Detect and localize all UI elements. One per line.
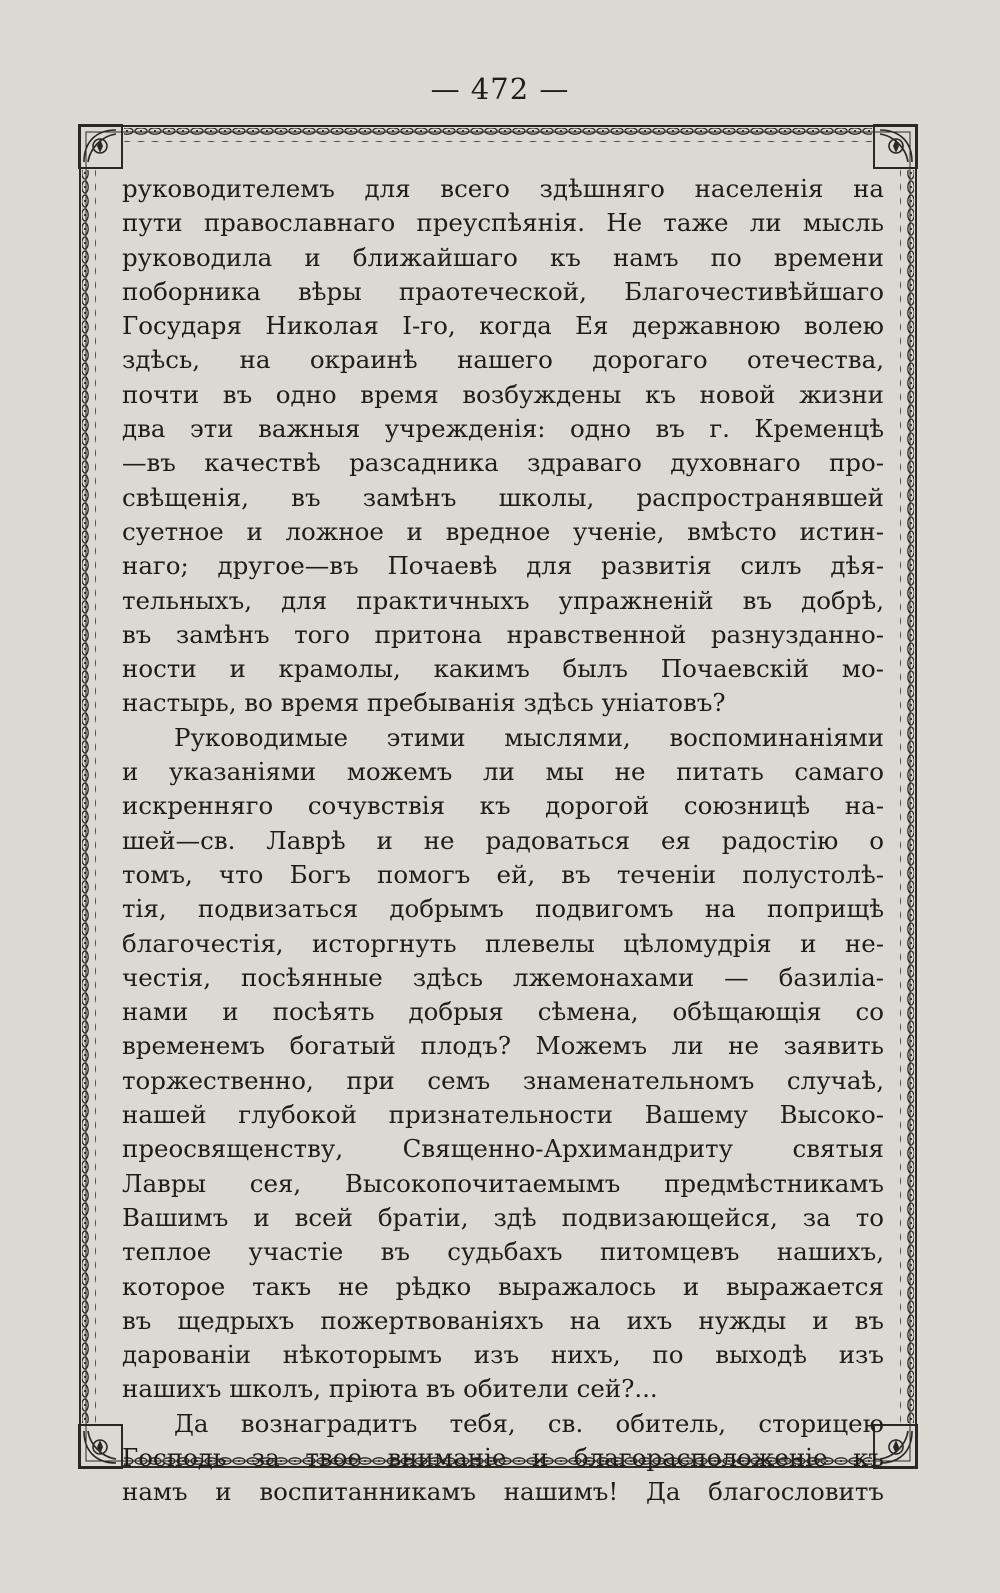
text-line: тія, подвизаться добрымъ подвигомъ на поприщѣ [122,894,884,924]
text-line: дарованіи нѣкоторымъ изъ нихъ, по выходѣ изъ [122,1340,884,1370]
text-line: нашихъ школъ, пріюта въ обители сей?... [122,1374,658,1404]
text-line: настырь, во время пребыванія здѣсь уніатовъ? [122,688,726,718]
text-line: почти въ одно время возбуждены къ новой жизни [122,379,884,409]
text-line: Государя Николая I-го, когда Ея державною волею [122,311,884,341]
text-line: суетное и ложное и вредное ученіе, вмѣсто истин- [122,516,884,546]
text-line: руководителемъ для всего здѣшняго населенія на [122,174,884,203]
page-number: — 472 — [430,72,570,106]
text-line: руководила и ближайшаго къ намъ по времени [122,242,884,272]
text-line: честія, посѣянные здѣсь лжемонахами — базиліа- [122,962,884,992]
text-line: здѣсь, на окраинѣ нашего дорогаго отечества, [122,345,884,375]
text-line: шей—св. Лаврѣ и не радоваться ея радостію о [122,825,884,855]
text-line: два эти важныя учрежденія: одно въ г. Кременцѣ [122,414,884,444]
text-line: поборника вѣры праотеческой, Благочестивѣйшаго [122,276,884,306]
text-line: Вашимъ и всей братіи, здѣ подвизающейся, за то [122,1202,884,1232]
text-line: пути православнаго преуспѣянія. Не таже ли мысль [122,208,884,238]
text-line: торжественно, при семъ знаменательномъ случаѣ, [122,1065,884,1095]
text-line: благочестія, исторгнуть плевелы цѣломудрія и не- [122,928,884,958]
text-line: въ замѣнъ того притона нравственной разнузданно- [122,619,884,649]
text-line: нашей глубокой признательности Вашему Высоко- [122,1100,884,1130]
text-line: теплое участіе въ судьбахъ питомцевъ нашихъ, [122,1237,884,1267]
text-line: которое такъ не рѣдко выражалось и выражается [122,1271,884,1301]
text-line: временемъ богатый плодъ? Можемъ ли не заявить [122,1031,884,1061]
text-line: Лавры сея, Высокопочитаемымъ предмѣстникамъ [122,1168,884,1198]
text-line: Да вознаградитъ тебя, св. обитель, сторицею [174,1408,884,1438]
text-line: томъ, что Богъ помогъ ей, въ теченіи полустолѣ- [122,859,884,889]
text-line: нами и посѣять добрыя сѣмена, обѣщающія со [122,997,884,1027]
text-line: и указаніями можемъ ли мы не питать самаго [122,757,884,787]
text-line: намъ и воспитанникамъ нашимъ! Да благословитъ [122,1477,884,1507]
text-line: свѣщенія, въ замѣнъ школы, распространявшей [122,482,884,512]
text-line: ности и крамолы, какимъ былъ Почаевскій мо- [122,654,884,684]
text-line: Господь за твое вниманіе и благорасположеніе къ [122,1442,884,1472]
text-line: въ щедрыхъ пожертвованіяхъ на ихъ нужды и въ [122,1305,884,1335]
text-line: искренняго сочувствія къ дорогой союзницѣ на- [122,791,884,821]
text-line: —въ качествѣ разсадника здраваго духовнаго про- [122,448,884,478]
text-line: преосвященству, Священно-Архимандриту святыя [122,1134,884,1164]
text-line: Руководимые этими мыслями, воспоминаніями [174,722,884,752]
text-line: наго; другое—въ Почаевѣ для развитія силъ дѣя- [122,551,884,581]
text-line: тельныхъ, для практичныхъ упражненій въ добрѣ, [122,585,884,615]
body-text [122,172,884,1510]
